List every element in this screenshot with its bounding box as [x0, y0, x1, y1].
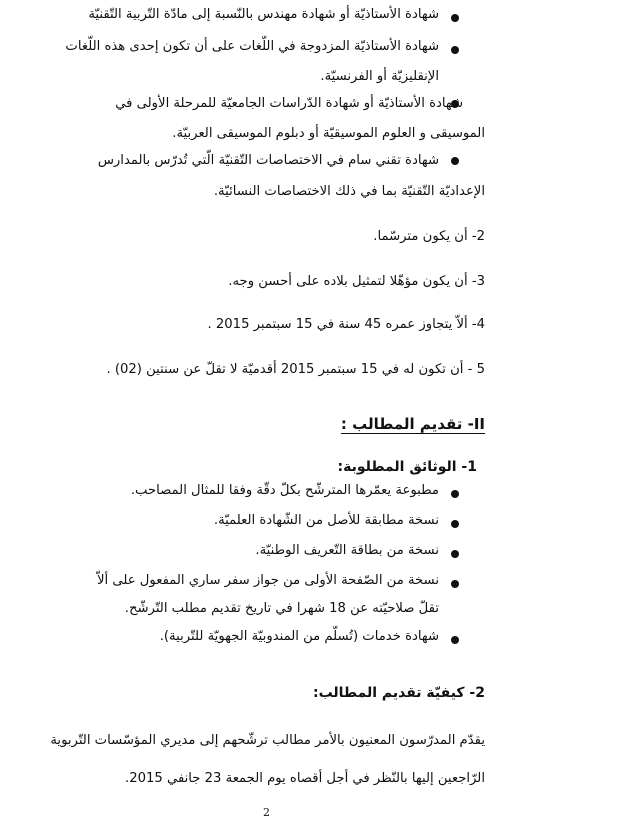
bullet-icon [451, 46, 459, 54]
section-heading-text: II- تقديم المطالب : [340, 415, 485, 433]
section-heading [341, 414, 485, 434]
bullet-icon [451, 580, 459, 588]
bullet-icon [451, 490, 459, 498]
docs-item-4-line-2: تقلّ صلاحيّته عن 18 شهرا في تاريخ تقديم مطلب التّرشّح. [124, 601, 439, 616]
docs-heading: 1- الوثائق المطلوبة: [337, 459, 477, 475]
condition-5: 5 - أن تكون له في 15 سبتمبر 2015 أقدميّة لا تقلّ عن سنتين (02) . [106, 362, 485, 377]
page-number: 2 [263, 806, 270, 819]
docs-item-3: نسخة من بطاقة التّعريف الوطنيّة. [255, 543, 439, 558]
docs-item-5: شهادة خدمات (تُسلّم من المندوبيّة الجهويّة للتّربية). [159, 629, 439, 644]
bullet-icon [451, 520, 459, 528]
top-list-item-1-line-1: شهادة الأستاذيّة أو شهادة مهندس بالنّسبة إلى مادّة التّربية التّقنيّة [88, 7, 439, 22]
top-list-item-2-line-2: الإنقليزيّة أو الفرنسيّة. [320, 69, 439, 84]
top-list-item-3-line-2: الموسيقى و العلوم الموسيقيّة أو دبلوم الموسيقى العربيّة. [172, 126, 485, 141]
condition-4: 4- ألاّ يتجاوز عمره 45 سنة في 15 سبتمبر 2015 . [207, 317, 485, 332]
top-list-item-3-line-1 [115, 95, 485, 113]
top-list-item-2-line-1: شهادة الأستاذيّة المزدوجة في اللّغات على أن تكون إحدى هذه اللّغات [65, 39, 439, 54]
method-text-line-1: يقدّم المدرّسون المعنيون بالأمر مطالب ترشّحهم إلى مديري المؤسّسات التّربوية [50, 733, 485, 748]
bullet-icon [451, 157, 459, 165]
docs-item-2: نسخة مطابقة للأصل من الشّهادة العلميّة. [213, 513, 439, 528]
condition-2: 2- أن يكون مترسّما. [373, 229, 485, 244]
top-list-item-4-line-1: شهادة تقني سام في الاختصاصات التّقنيّة الّتي تُدرّس بالمدارس [97, 153, 439, 168]
docs-item-4-line-1: نسخة من الصّفحة الأولى من جواز سفر ساري المفعول على ألاّ [97, 573, 439, 588]
method-text-line-2: الرّاجعين إليها بالنّظر في أجل أقصاه يوم الجمعة 23 جانفي 2015. [125, 771, 485, 786]
condition-3: 3- أن يكون مؤهّلا لتمثيل بلاده على أحسن وجه. [228, 274, 485, 289]
method-heading: 2- كيفيّة تقديم المطالب: [313, 685, 485, 701]
top-list-item-4-line-2: الإعداديّة التّقنيّة بما في ذلك الاختصاصات النسائيّة. [213, 184, 485, 199]
bullet-icon [451, 550, 459, 558]
bullet-icon [451, 636, 459, 644]
bullet-icon [451, 14, 459, 22]
top-list-item-3-line-1-text: شهادة الأستاذيّة أو شهادة الدّراسات الجامعيّة للمرحلة الأولى في [115, 96, 463, 111]
docs-item-1: مطبوعة يعمّرها المترشّح بكلّ دقّة وفقا للمثال المصاحب. [130, 483, 439, 498]
